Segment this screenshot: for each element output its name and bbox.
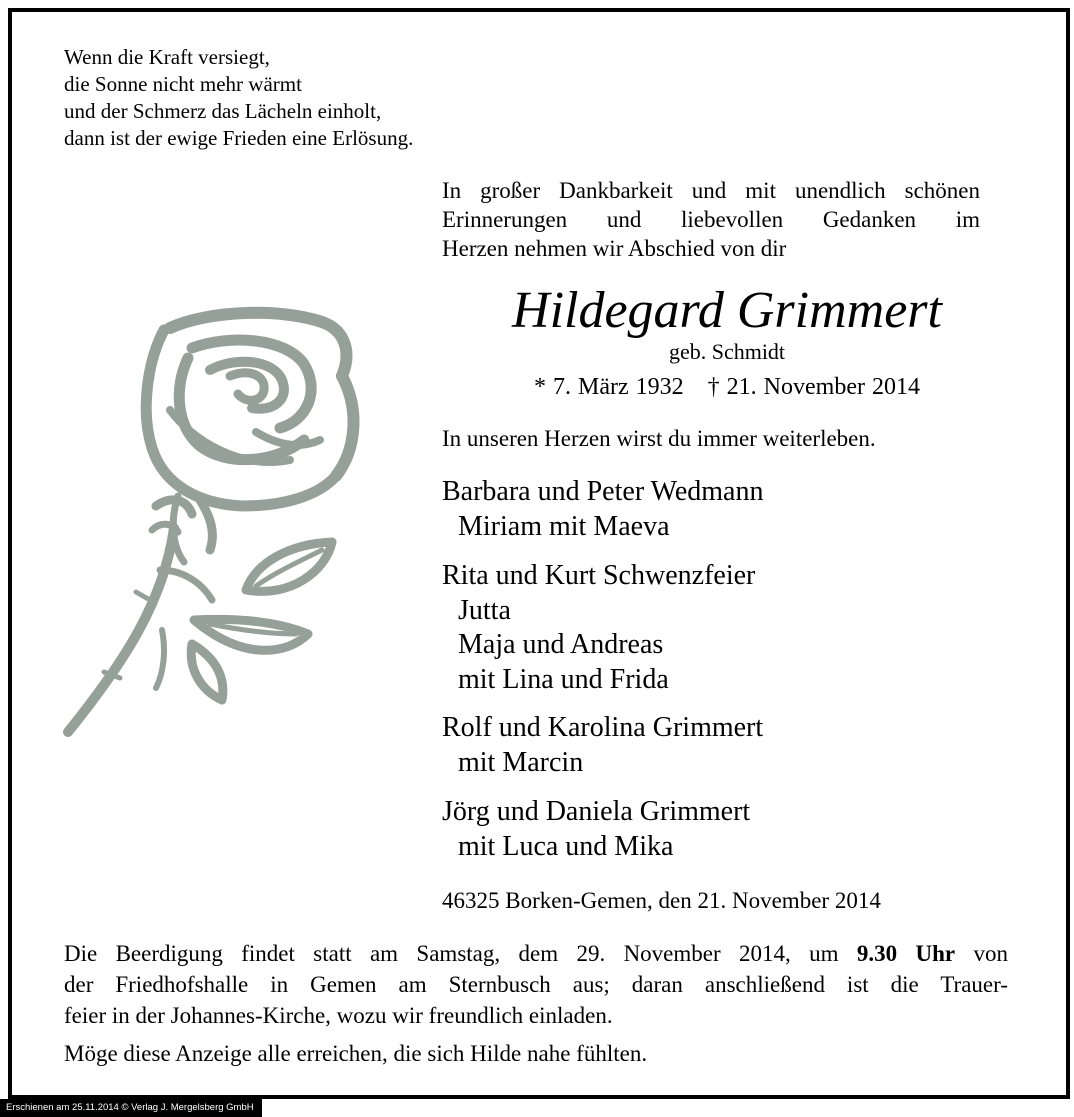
family-member: Jutta bbox=[458, 594, 511, 626]
funeral-line bbox=[64, 938, 1008, 969]
closing-text: Möge diese Anzeige alle erreichen, die sich Hilde nahe fühlten. bbox=[64, 1041, 648, 1066]
funeral-info bbox=[64, 938, 1008, 1031]
poem bbox=[64, 44, 413, 152]
intro-line: Erinnerungen und liebevollen Gedanken im bbox=[442, 207, 980, 232]
deceased-name: Hildegard Grimmert bbox=[512, 282, 942, 339]
funeral-text: von bbox=[955, 941, 1008, 966]
family-member: mit Luca und Mika bbox=[458, 830, 674, 862]
family-head: Rita und Kurt Schwenzfeier bbox=[442, 560, 756, 591]
funeral-line: feier in der Johannes-Kirche, wozu wir freundlich einladen. bbox=[64, 1003, 613, 1028]
family-head: Jörg und Daniela Grimmert bbox=[442, 796, 751, 827]
life-dates bbox=[442, 372, 1012, 402]
funeral-text: Die Beerdigung findet statt am Samstag, dem 29. November 2014, um bbox=[64, 941, 857, 966]
family-member: mit Marcin bbox=[458, 746, 584, 778]
intro-line: Herzen nehmen wir Abschied von dir bbox=[442, 236, 787, 261]
poem-line: Wenn die Kraft versiegt, bbox=[64, 45, 270, 69]
intro-text bbox=[442, 176, 980, 263]
family-group bbox=[442, 475, 763, 544]
family-head: Barbara und Peter Wedmann bbox=[442, 476, 764, 507]
family-member: Maja und Andreas bbox=[458, 629, 664, 660]
intro-line: In großer Dankbarkeit und mit unendlich schönen bbox=[442, 178, 980, 203]
family-group bbox=[442, 559, 755, 697]
death-date: † 21. November 2014 bbox=[707, 374, 920, 400]
funeral-line: der Friedhofshalle in Gemen am Sternbusch aus; daran anschließend ist die Trauer- bbox=[64, 972, 1008, 997]
family-group bbox=[442, 795, 750, 864]
poem-line: dann ist der ewige Frieden eine Erlösung. bbox=[64, 126, 414, 150]
poem-line: und der Schmerz das Lächeln einholt, bbox=[64, 99, 382, 123]
birth-date: * 7. März 1932 bbox=[534, 374, 684, 400]
family-member: mit Lina und Frida bbox=[458, 663, 669, 695]
motto: In unseren Herzen wirst du immer weiterleben. bbox=[442, 426, 876, 451]
funeral-time: 9.30 Uhr bbox=[856, 941, 956, 966]
place-date: 46325 Borken-Gemen, den 21. November 2014 bbox=[442, 888, 881, 913]
poem-line: die Sonne nicht mehr wärmt bbox=[64, 72, 302, 96]
family-member: Miriam mit Maeva bbox=[458, 510, 670, 542]
family-group bbox=[442, 711, 763, 780]
rose-illustration-icon bbox=[60, 300, 360, 740]
maiden-name: geb. Schmidt bbox=[668, 339, 786, 364]
family-head: Rolf und Karolina Grimmert bbox=[442, 712, 764, 743]
publication-footer: Erschienen am 25.11.2014 © Verlag J. Mergelsberg GmbH bbox=[0, 1099, 262, 1117]
